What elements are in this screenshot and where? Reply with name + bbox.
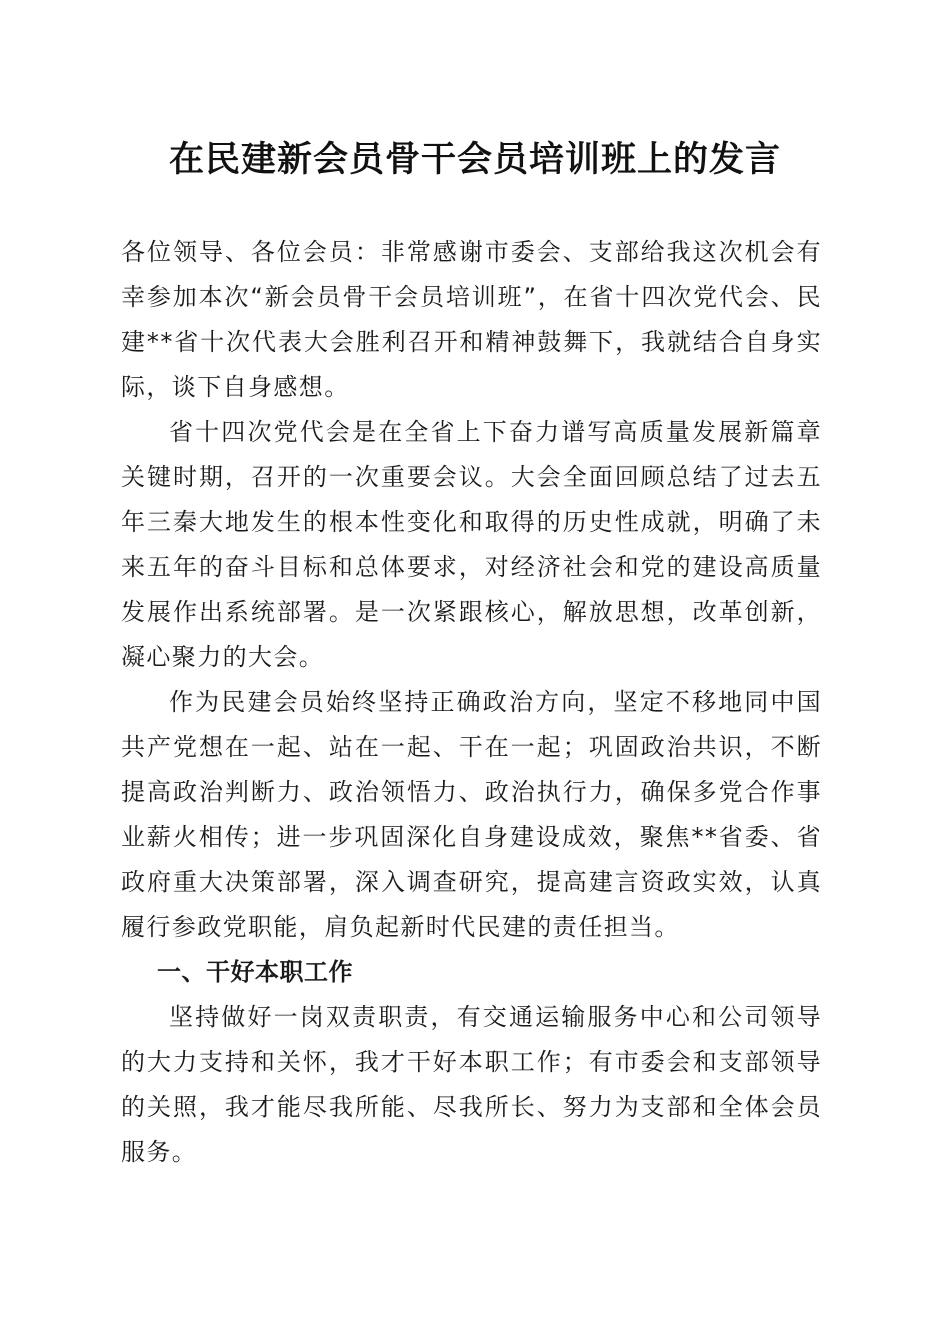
paragraph-congress: 省十四次党代会是在全省上下奋力谱写高质量发展新篇章关键时期，召开的一次重要会议。大会全面回顾总结了过去五年三秦大地发生的根本性变化和取得的历史性成就，明确了未来五年的奋斗目标和总体要求，对经济社会和党的建设高质量发展作出系统部署。是一次紧跟核心，解放思想，改革创新，凝心聚力的大会。 <box>121 418 822 671</box>
section-heading: 一、干好本职工作 <box>157 958 353 986</box>
paragraph-job-duty: 坚持做好一岗双责职责，有交通运输服务中心和公司领导的大力支持和关怀，我才干好本职工作；有市委会和支部领导的关照，我才能尽我所能、尽我所长、努力为支部和全体会员服务。 <box>121 1003 822 1166</box>
paragraph-greeting: 各位领导、各位会员：非常感谢市委会、支部给我这次机会有幸参加本次“新会员骨干会员培训班”，在省十四次党代会、民建**省十次代表大会胜利召开和精神鼓舞下，我就结合自身实际，谈下自身感想。 <box>121 238 822 401</box>
document-title: 在民建新会员骨干会员培训班上的发言 <box>168 139 781 180</box>
document-body <box>121 230 822 1175</box>
paragraph-member-stance: 作为民建会员始终坚持正确政治方向，坚定不移地同中国共产党想在一起、站在一起、干在一起；巩固政治共识，不断提高政治判断力、政治领悟力、政治执行力，确保多党合作事业薪火相传；进一步巩固深化自身建设成效，聚焦**省委、省政府重大决策部署，深入调查研究，提高建言资政实效，认真履行参政党职能，肩负起新时代民建的责任担当。 <box>121 688 822 941</box>
